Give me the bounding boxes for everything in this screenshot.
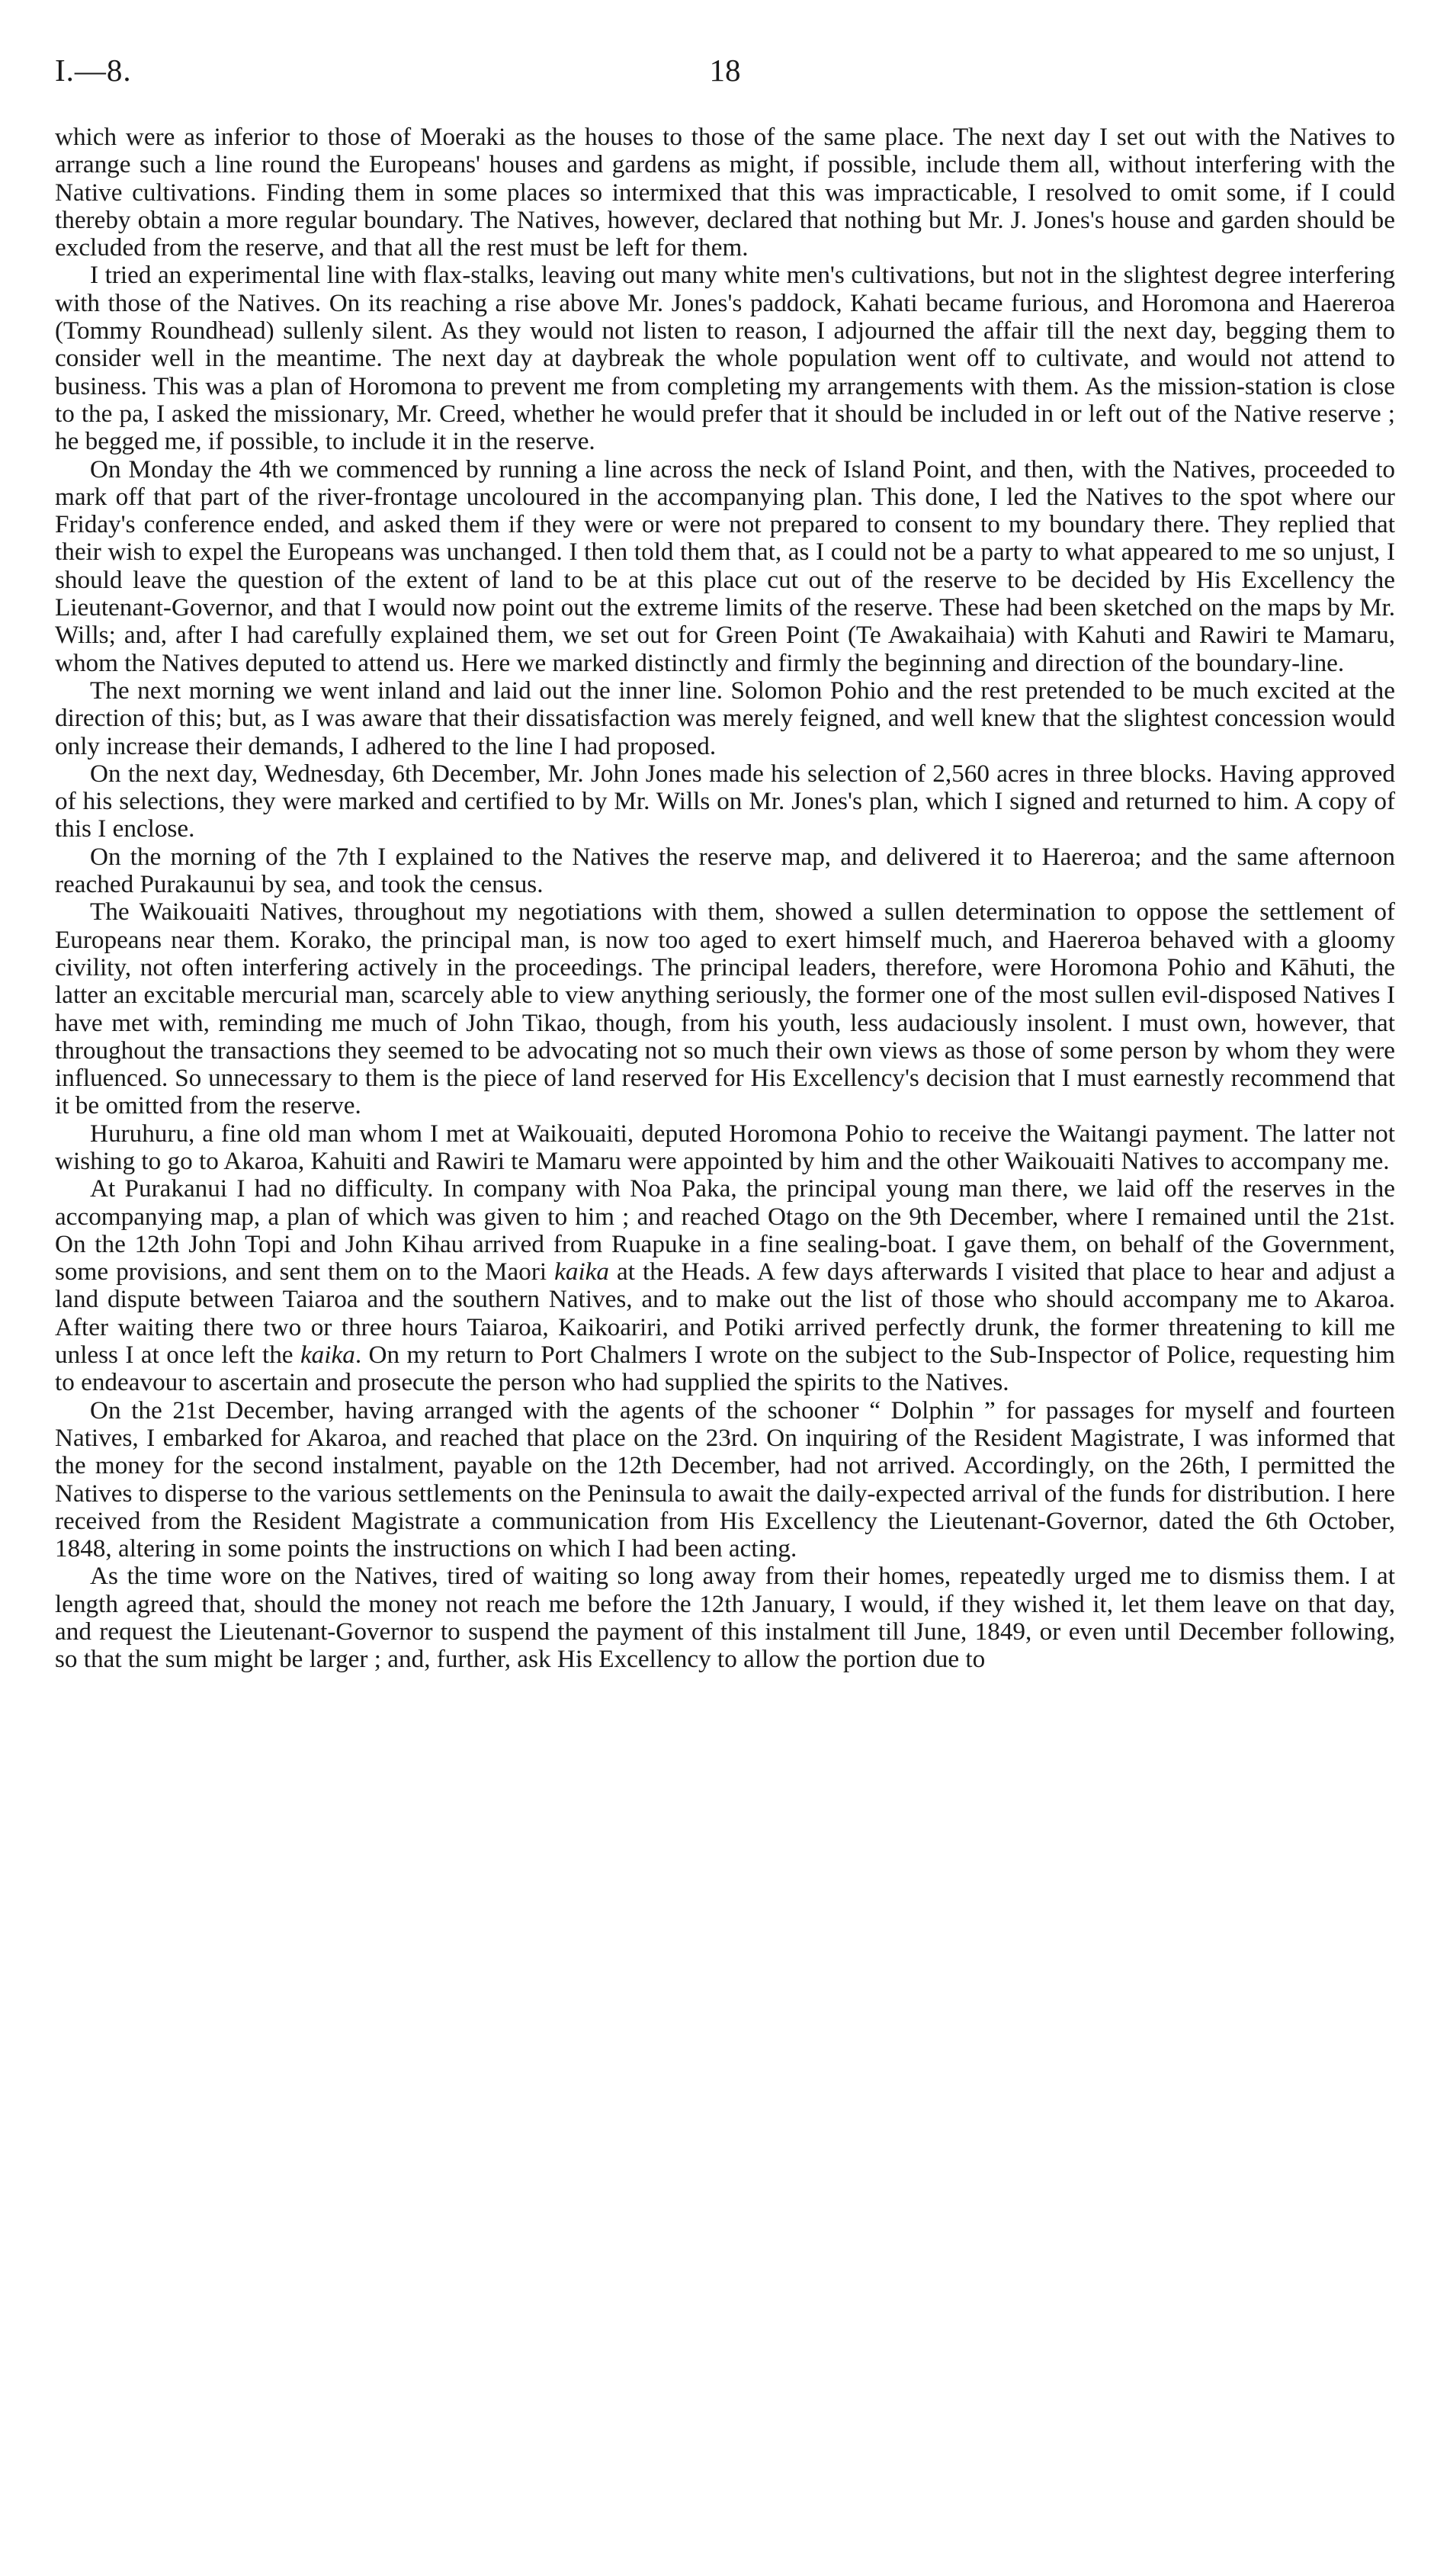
paragraph-1 — [55, 124, 1395, 262]
paragraph-8 — [55, 1120, 1395, 1176]
paragraph-text: Huruhuru, a fine old man whom I met at Waikouaiti, deputed Horomona Pohio to receive the Waitangi payment. The latter not wishing to go to Akaroa, Kahuiti and Rawiri te Mamaru were appointed by him and the other Waikouaiti Natives to accompany me. — [55, 1119, 1395, 1175]
paragraph-text: On the 21st December, having arranged with the agents of the schooner “ Dolphin ” for passages for myself and fourteen Natives, I embarked for Akaroa, and reached that place on the 23rd. On inquiring of the Resident Magistrate, I was informed that the money for the second instalment, payable on the 12th December, had not arrived. Accordingly, on the 26th, I permitted the Natives to disperse to the various settlements on the Peninsula to await the daily-expected arrival of the funds for distribution. I here received from the Resident Magistrate a communication from His Excellency the Lieutenant-Governor, dated the 6th October, 1848, altering in some points the instructions on which I had been acting. — [55, 1396, 1395, 1563]
paragraph-text: On Monday the 4th we commenced by running a line across the neck of Island Point, and then, with the Natives, proceeded to mark off that part of the river-frontage uncoloured in the accompanying plan. This done, I led the Natives to the spot where our Friday's conference ended, and asked them if they were or were not prepared to consent to my boundary there. They replied that their wish to expel the Europeans was unchanged. I then told them that, as I could not be a party to what appeared to me so unjust, I should leave the question of the extent of land to be at this place cut out of the reserve to be decided by His Excellency the Lieutenant-Governor, and that I would now point out the extreme limits of the reserve. These had been sketched on the maps by Mr. Wills; and, after I had carefully explained them, we set out for Green Point (Te Awakaihaia) with Kahuti and Rawiri te Mamaru, whom the Natives deputed to attend us. Here we marked distinctly and firmly the beginning and direction of the boundary-line. — [55, 454, 1395, 677]
paragraph-3 — [55, 456, 1395, 677]
paragraph-text: at the Heads. A few days afterwards I visited that place to hear and adjust a land dispute between Taiaroa and the southern Natives, and to make out the list of those who should accompany me to Akaroa. After waiting there two or three hours Taiaroa, Kaikoariri, and Potiki arrived perfectly drunk, the former threatening to kill me unless I at once left the — [55, 1257, 1395, 1370]
document-reference: I.—8. — [55, 53, 132, 88]
italic-maori-word: kaika — [554, 1257, 610, 1286]
paragraph-6 — [55, 843, 1395, 899]
paragraph-9 — [55, 1175, 1395, 1396]
paragraph-text: . On my return to Port Chalmers I wrote on the subject to the Sub-Inspector of Police, requesting him to endeavour to ascertain and prosecute the person who had supplied the spirits to the Natives. — [55, 1341, 1395, 1397]
paragraph-text: On the morning of the 7th I explained to the Natives the reserve map, and delivered it to Haereroa; and the same afternoon reached Purakaunui by sea, and took the census. — [55, 842, 1395, 899]
paragraph-2 — [55, 262, 1395, 455]
body-text — [55, 124, 1395, 1674]
page-number: 18 — [709, 53, 741, 88]
paragraph-7 — [55, 898, 1395, 1119]
paragraph-text: I tried an experimental line with flax-stalks, leaving out many white men's cultivations, but not in the slightest degree interfering with those of the Natives. On its reaching a rise above Mr. Jones's paddock, Kahati became furious, and Horomona and Haereroa (Tommy Roundhead) sullenly silent. As they would not listen to reason, I adjourned the affair till the next day, begging them to consider well in the meantime. The next day at daybreak the whole population went off to cultivate, and would not attend to business. This was a plan of Horomona to prevent me from completing my arrangements with them. As the mission-station is close to the pa, I asked the missionary, Mr. Creed, whether he would prefer that it should be included in or left out of the Native reserve ; he begged me, if possible, to include it in the reserve. — [55, 261, 1395, 456]
page-header — [55, 47, 1395, 93]
paragraph-text: The Waikouaiti Natives, throughout my negotiations with them, showed a sullen determination to oppose the settlement of Europeans near them. Korako, the principal man, is now too aged to exert himself much, and Haereroa behaved with a gloomy civility, not often interfering actively in the proceedings. The principal leaders, therefore, were Horomona Pohio and Kāhuti, the latter an excitable mercurial man, scarcely able to view anything seriously, the former one of the most sullen evil-disposed Natives I have met with, reminding me much of John Tikao, though, from his youth, less audaciously insolent. I must own, however, that throughout the transactions they seemed to be advocating not so much their own views as those of some person by whom they were influenced. So unnecessary to them is the piece of land reserved for His Excellency's decision that I must earnestly recommend that it be omitted from the reserve. — [55, 898, 1395, 1120]
paragraph-5 — [55, 760, 1395, 843]
paragraph-text: On the next day, Wednesday, 6th December, Mr. John Jones made his selection of 2,560 acres in three blocks. Having approved of his selections, they were marked and certified to by Mr. Wills on Mr. Jones's plan, which I signed and returned to him. A copy of this I enclose. — [55, 759, 1395, 843]
paragraph-text: As the time wore on the Natives, tired of waiting so long away from their homes, repeatedly urged me to dismiss them. I at length agreed that, should the money not reach me before the 12th January, I would, if they wished it, let them leave on that day, and request the Lieutenant-Governor to suspend the payment of this instalment till June, 1849, or even until December following, so that the sum might be larger ; and, further, ask His Excellency to allow the portion due to — [55, 1562, 1395, 1674]
paragraph-text: At Purakanui I had no difficulty. In company with Noa Paka, the principal young man there, we laid off the reserves in the accompanying map, a plan of which was given to him ; and reached Otago on the 9th December, where I remained until the 21st. On the 12th John Topi and John Kihau arrived from Ruapuke in a fine sealing-boat. I gave them, on behalf of the Government, some provisions, and sent them on to the Maori — [55, 1174, 1395, 1286]
paragraph-11 — [55, 1563, 1395, 1673]
paragraph-4 — [55, 677, 1395, 760]
paragraph-10 — [55, 1397, 1395, 1563]
paragraph-text: The next morning we went inland and laid out the inner line. Solomon Pohio and the rest pretended to be much excited at the direction of this; but, as I was aware that their dissatisfaction was merely feigned, and well knew that the slightest concession would only increase their demands, I adhered to the line I had proposed. — [55, 676, 1395, 760]
paragraph-text: which were as inferior to those of Moeraki as the houses to those of the same place. The next day I set out with the Natives to arrange such a line round the Europeans' houses and gardens as might, if possible, include them all, without interfering with the Native cultivations. Finding them in some places so intermixed that this was impracticable, I resolved to omit some, if I could thereby obtain a more regular boundary. The Natives, however, declared that nothing but Mr. J. Jones's house and garden should be excluded from the reserve, and that all the rest must be left for them. — [55, 123, 1395, 262]
italic-maori-word: kaika — [300, 1341, 355, 1370]
